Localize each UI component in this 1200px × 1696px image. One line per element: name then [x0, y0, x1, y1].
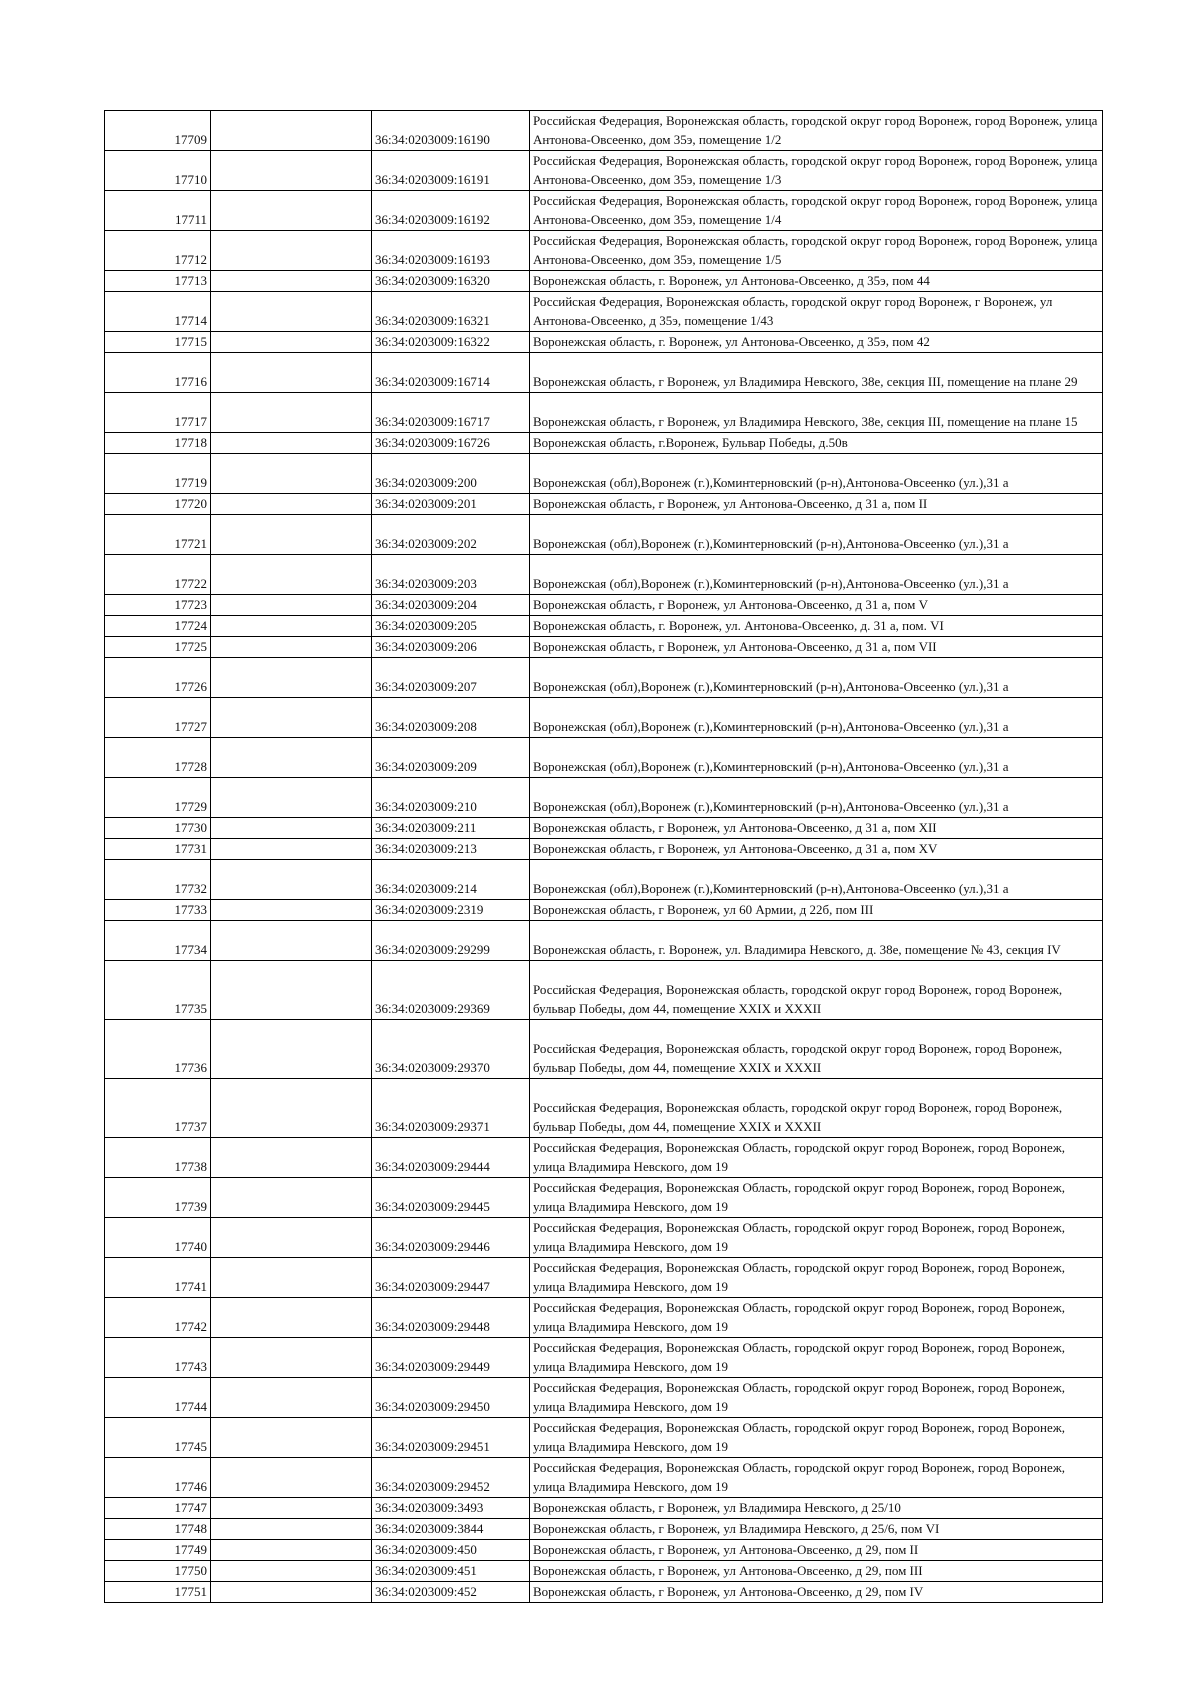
empty-cell	[211, 494, 372, 515]
row-number-cell: 17709	[105, 111, 211, 151]
cadastral-number-cell: 36:34:0203009:29299	[372, 921, 530, 961]
table-row	[105, 271, 1103, 292]
row-number-cell: 17743	[105, 1338, 211, 1378]
empty-cell	[211, 1498, 372, 1519]
row-number-cell: 17725	[105, 637, 211, 658]
row-number-cell: 17739	[105, 1178, 211, 1218]
table-row	[105, 900, 1103, 921]
row-number-cell: 17742	[105, 1298, 211, 1338]
cadastral-number-cell: 36:34:0203009:3493	[372, 1498, 530, 1519]
cadastral-number-cell: 36:34:0203009:16190	[372, 111, 530, 151]
cadastral-number-cell: 36:34:0203009:29452	[372, 1458, 530, 1498]
address-cell: Российская Федерация, Воронежская Область, городской округ город Воронеж, город Воронеж, улица Владимира Невского, дом 19	[530, 1178, 1103, 1218]
table-row	[105, 1378, 1103, 1418]
empty-cell	[211, 332, 372, 353]
cadastral-number-cell: 36:34:0203009:211	[372, 818, 530, 839]
address-cell: Воронежская область, г. Воронеж, ул. Владимира Невского, д. 38е, помещение № 43, секция IV	[530, 921, 1103, 961]
address-cell: Воронежская (обл),Воронеж (г.),Коминтерновский (р-н),Антонова-Овсеенко (ул.),31 а	[530, 515, 1103, 555]
table-row	[105, 494, 1103, 515]
empty-cell	[211, 353, 372, 393]
address-cell: Воронежская область, г Воронеж, ул Антонова-Овсеенко, д 29, пом II	[530, 1540, 1103, 1561]
empty-cell	[211, 1298, 372, 1338]
row-number-cell: 17731	[105, 839, 211, 860]
cadastral-number-cell: 36:34:0203009:210	[372, 778, 530, 818]
row-number-cell: 17729	[105, 778, 211, 818]
registry-table	[104, 110, 1103, 1603]
cadastral-number-cell: 36:34:0203009:202	[372, 515, 530, 555]
table-row	[105, 515, 1103, 555]
cadastral-number-cell: 36:34:0203009:2319	[372, 900, 530, 921]
address-cell: Российская Федерация, Воронежская область, городской округ город Воронеж, город Воронеж, улица Антонова-Овсеенко, дом 35э, помещение 1/3	[530, 151, 1103, 191]
empty-cell	[211, 637, 372, 658]
empty-cell	[211, 698, 372, 738]
address-cell: Российская Федерация, Воронежская область, городской округ город Воронеж, город Воронеж, бульвар Победы, дом 44, помещение XXIX и XXXII	[530, 961, 1103, 1020]
table-row	[105, 860, 1103, 900]
address-cell: Российская Федерация, Воронежская область, городской округ город Воронеж, город Воронеж, бульвар Победы, дом 44, помещение XXIX и XXXII	[530, 1079, 1103, 1138]
cadastral-number-cell: 36:34:0203009:16191	[372, 151, 530, 191]
table-row	[105, 111, 1103, 151]
address-cell: Российская Федерация, Воронежская Область, городской округ город Воронеж, город Воронеж, улица Владимира Невского, дом 19	[530, 1338, 1103, 1378]
table-row	[105, 332, 1103, 353]
address-cell: Воронежская (обл),Воронеж (г.),Коминтерновский (р-н),Антонова-Овсеенко (ул.),31 а	[530, 778, 1103, 818]
row-number-cell: 17746	[105, 1458, 211, 1498]
row-number-cell: 17721	[105, 515, 211, 555]
row-number-cell: 17722	[105, 555, 211, 595]
cadastral-number-cell: 36:34:0203009:204	[372, 595, 530, 616]
empty-cell	[211, 151, 372, 191]
address-cell: Воронежская область, г. Воронеж, ул Антонова-Овсеенко, д 35э, пом 44	[530, 271, 1103, 292]
cadastral-number-cell: 36:34:0203009:451	[372, 1561, 530, 1582]
cadastral-number-cell: 36:34:0203009:207	[372, 658, 530, 698]
row-number-cell: 17713	[105, 271, 211, 292]
empty-cell	[211, 393, 372, 433]
address-cell: Воронежская (обл),Воронеж (г.),Коминтерновский (р-н),Антонова-Овсеенко (ул.),31 а	[530, 738, 1103, 778]
table-row	[105, 698, 1103, 738]
row-number-cell: 17726	[105, 658, 211, 698]
cadastral-number-cell: 36:34:0203009:213	[372, 839, 530, 860]
empty-cell	[211, 1020, 372, 1079]
empty-cell	[211, 515, 372, 555]
table-row	[105, 818, 1103, 839]
empty-cell	[211, 292, 372, 332]
address-cell: Российская Федерация, Воронежская область, городской округ город Воронеж, город Воронеж, бульвар Победы, дом 44, помещение XXIX и XXXII	[530, 1020, 1103, 1079]
empty-cell	[211, 921, 372, 961]
cadastral-number-cell: 36:34:0203009:29369	[372, 961, 530, 1020]
cadastral-number-cell: 36:34:0203009:16192	[372, 191, 530, 231]
table-row	[105, 231, 1103, 271]
cadastral-number-cell: 36:34:0203009:209	[372, 738, 530, 778]
cadastral-number-cell: 36:34:0203009:3844	[372, 1519, 530, 1540]
address-cell: Воронежская область, г Воронеж, ул 60 Армии, д 22б, пом III	[530, 900, 1103, 921]
address-cell: Российская Федерация, Воронежская область, городской округ город Воронеж, г Воронеж, ул Антонова-Овсеенко, д 35э, помещение 1/43	[530, 292, 1103, 332]
cadastral-number-cell: 36:34:0203009:208	[372, 698, 530, 738]
empty-cell	[211, 271, 372, 292]
empty-cell	[211, 778, 372, 818]
empty-cell	[211, 1519, 372, 1540]
row-number-cell: 17724	[105, 616, 211, 637]
table-row	[105, 595, 1103, 616]
empty-cell	[211, 191, 372, 231]
empty-cell	[211, 1458, 372, 1498]
cadastral-number-cell: 36:34:0203009:16726	[372, 433, 530, 454]
address-cell: Воронежская область, г Воронеж, ул Владимира Невского, д 25/6, пом VI	[530, 1519, 1103, 1540]
cadastral-number-cell: 36:34:0203009:16322	[372, 332, 530, 353]
empty-cell	[211, 860, 372, 900]
address-cell: Воронежская область, г Воронеж, ул Антонова-Овсеенко, д 31 а, пом XV	[530, 839, 1103, 860]
table-row	[105, 1020, 1103, 1079]
cadastral-number-cell: 36:34:0203009:29450	[372, 1378, 530, 1418]
address-cell: Российская Федерация, Воронежская Область, городской округ город Воронеж, город Воронеж, улица Владимира Невского, дом 19	[530, 1298, 1103, 1338]
cadastral-number-cell: 36:34:0203009:450	[372, 1540, 530, 1561]
table-row	[105, 1418, 1103, 1458]
address-cell: Воронежская область, г. Воронеж, ул. Антонова-Овсеенко, д. 31 а, пом. VI	[530, 616, 1103, 637]
row-number-cell: 17734	[105, 921, 211, 961]
row-number-cell: 17736	[105, 1020, 211, 1079]
row-number-cell: 17745	[105, 1418, 211, 1458]
address-cell: Воронежская (обл),Воронеж (г.),Коминтерновский (р-н),Антонова-Овсеенко (ул.),31 а	[530, 454, 1103, 494]
address-cell: Российская Федерация, Воронежская область, городской округ город Воронеж, город Воронеж, улица Антонова-Овсеенко, дом 35э, помещение 1/5	[530, 231, 1103, 271]
cadastral-number-cell: 36:34:0203009:29371	[372, 1079, 530, 1138]
address-cell: Воронежская область, г Воронеж, ул Антонова-Овсеенко, д 31 а, пом V	[530, 595, 1103, 616]
table-row	[105, 1519, 1103, 1540]
empty-cell	[211, 658, 372, 698]
empty-cell	[211, 1561, 372, 1582]
address-cell: Российская Федерация, Воронежская Область, городской округ город Воронеж, город Воронеж, улица Владимира Невского, дом 19	[530, 1378, 1103, 1418]
address-cell: Воронежская область, г Воронеж, ул Антонова-Овсеенко, д 31 а, пом VII	[530, 637, 1103, 658]
cadastral-number-cell: 36:34:0203009:201	[372, 494, 530, 515]
empty-cell	[211, 616, 372, 637]
table-row	[105, 921, 1103, 961]
empty-cell	[211, 1338, 372, 1378]
row-number-cell: 17716	[105, 353, 211, 393]
table-row	[105, 658, 1103, 698]
empty-cell	[211, 961, 372, 1020]
address-cell: Воронежская область, г. Воронеж, ул Антонова-Овсеенко, д 35э, пом 42	[530, 332, 1103, 353]
table-row	[105, 1218, 1103, 1258]
empty-cell	[211, 111, 372, 151]
empty-cell	[211, 1258, 372, 1298]
address-cell: Воронежская область, г Воронеж, ул Владимира Невского, 38е, секция III, помещение на плане 29	[530, 353, 1103, 393]
cadastral-number-cell: 36:34:0203009:203	[372, 555, 530, 595]
table-row	[105, 1458, 1103, 1498]
empty-cell	[211, 1540, 372, 1561]
registry-table-body	[105, 111, 1103, 1603]
table-row	[105, 292, 1103, 332]
table-row	[105, 616, 1103, 637]
table-row	[105, 1298, 1103, 1338]
row-number-cell: 17741	[105, 1258, 211, 1298]
cadastral-number-cell: 36:34:0203009:29449	[372, 1338, 530, 1378]
empty-cell	[211, 839, 372, 860]
table-row	[105, 637, 1103, 658]
table-row	[105, 778, 1103, 818]
cadastral-number-cell: 36:34:0203009:29451	[372, 1418, 530, 1458]
cadastral-number-cell: 36:34:0203009:200	[372, 454, 530, 494]
table-row	[105, 1498, 1103, 1519]
row-number-cell: 17711	[105, 191, 211, 231]
address-cell: Российская Федерация, Воронежская Область, городской округ город Воронеж, город Воронеж, улица Владимира Невского, дом 19	[530, 1218, 1103, 1258]
table-row	[105, 1079, 1103, 1138]
address-cell: Российская Федерация, Воронежская область, городской округ город Воронеж, город Воронеж, улица Антонова-Овсеенко, дом 35э, помещение 1/2	[530, 111, 1103, 151]
empty-cell	[211, 1582, 372, 1603]
table-row	[105, 353, 1103, 393]
cadastral-number-cell: 36:34:0203009:452	[372, 1582, 530, 1603]
cadastral-number-cell: 36:34:0203009:29444	[372, 1138, 530, 1178]
row-number-cell: 17747	[105, 1498, 211, 1519]
empty-cell	[211, 900, 372, 921]
row-number-cell: 17728	[105, 738, 211, 778]
row-number-cell: 17710	[105, 151, 211, 191]
row-number-cell: 17740	[105, 1218, 211, 1258]
row-number-cell: 17750	[105, 1561, 211, 1582]
empty-cell	[211, 555, 372, 595]
row-number-cell: 17738	[105, 1138, 211, 1178]
table-row	[105, 1258, 1103, 1298]
empty-cell	[211, 1138, 372, 1178]
table-row	[105, 1582, 1103, 1603]
table-row	[105, 839, 1103, 860]
table-row	[105, 433, 1103, 454]
table-row	[105, 191, 1103, 231]
address-cell: Воронежская область, г Воронеж, ул Антонова-Овсеенко, д 29, пом III	[530, 1561, 1103, 1582]
empty-cell	[211, 1218, 372, 1258]
cadastral-number-cell: 36:34:0203009:29370	[372, 1020, 530, 1079]
row-number-cell: 17712	[105, 231, 211, 271]
address-cell: Воронежская область, г.Воронеж, Бульвар Победы, д.50в	[530, 433, 1103, 454]
cadastral-number-cell: 36:34:0203009:29446	[372, 1218, 530, 1258]
row-number-cell: 17714	[105, 292, 211, 332]
empty-cell	[211, 454, 372, 494]
empty-cell	[211, 1378, 372, 1418]
table-row	[105, 1561, 1103, 1582]
row-number-cell: 17719	[105, 454, 211, 494]
table-row	[105, 454, 1103, 494]
table-row	[105, 1338, 1103, 1378]
table-row	[105, 151, 1103, 191]
empty-cell	[211, 818, 372, 839]
address-cell: Воронежская область, г Воронеж, ул Антонова-Овсеенко, д 31 а, пом II	[530, 494, 1103, 515]
address-cell: Воронежская область, г Воронеж, ул Антонова-Овсеенко, д 29, пом IV	[530, 1582, 1103, 1603]
row-number-cell: 17715	[105, 332, 211, 353]
table-row	[105, 393, 1103, 433]
address-cell: Воронежская (обл),Воронеж (г.),Коминтерновский (р-н),Антонова-Овсеенко (ул.),31 а	[530, 658, 1103, 698]
row-number-cell: 17720	[105, 494, 211, 515]
address-cell: Воронежская (обл),Воронеж (г.),Коминтерновский (р-н),Антонова-Овсеенко (ул.),31 а	[530, 860, 1103, 900]
cadastral-number-cell: 36:34:0203009:205	[372, 616, 530, 637]
table-row	[105, 1540, 1103, 1561]
cadastral-number-cell: 36:34:0203009:16321	[372, 292, 530, 332]
empty-cell	[211, 1418, 372, 1458]
row-number-cell: 17717	[105, 393, 211, 433]
table-row	[105, 555, 1103, 595]
address-cell: Российская Федерация, Воронежская область, городской округ город Воронеж, город Воронеж, улица Антонова-Овсеенко, дом 35э, помещение 1/4	[530, 191, 1103, 231]
cadastral-number-cell: 36:34:0203009:214	[372, 860, 530, 900]
empty-cell	[211, 595, 372, 616]
empty-cell	[211, 433, 372, 454]
cadastral-number-cell: 36:34:0203009:16193	[372, 231, 530, 271]
row-number-cell: 17735	[105, 961, 211, 1020]
row-number-cell: 17732	[105, 860, 211, 900]
table-row	[105, 1178, 1103, 1218]
cadastral-number-cell: 36:34:0203009:16717	[372, 393, 530, 433]
table-row	[105, 1138, 1103, 1178]
cadastral-number-cell: 36:34:0203009:29448	[372, 1298, 530, 1338]
row-number-cell: 17727	[105, 698, 211, 738]
row-number-cell: 17744	[105, 1378, 211, 1418]
cadastral-number-cell: 36:34:0203009:206	[372, 637, 530, 658]
address-cell: Воронежская область, г Воронеж, ул Владимира Невского, 38е, секция III, помещение на плане 15	[530, 393, 1103, 433]
row-number-cell: 17718	[105, 433, 211, 454]
empty-cell	[211, 1079, 372, 1138]
row-number-cell: 17730	[105, 818, 211, 839]
row-number-cell: 17737	[105, 1079, 211, 1138]
table-row	[105, 961, 1103, 1020]
address-cell: Российская Федерация, Воронежская Область, городской округ город Воронеж, город Воронеж, улица Владимира Невского, дом 19	[530, 1458, 1103, 1498]
empty-cell	[211, 231, 372, 271]
empty-cell	[211, 738, 372, 778]
address-cell: Российская Федерация, Воронежская Область, городской округ город Воронеж, город Воронеж, улица Владимира Невского, дом 19	[530, 1138, 1103, 1178]
cadastral-number-cell: 36:34:0203009:29445	[372, 1178, 530, 1218]
address-cell: Воронежская (обл),Воронеж (г.),Коминтерновский (р-н),Антонова-Овсеенко (ул.),31 а	[530, 698, 1103, 738]
address-cell: Российская Федерация, Воронежская Область, городской округ город Воронеж, город Воронеж, улица Владимира Невского, дом 19	[530, 1418, 1103, 1458]
address-cell: Воронежская область, г Воронеж, ул Антонова-Овсеенко, д 31 а, пом XII	[530, 818, 1103, 839]
row-number-cell: 17751	[105, 1582, 211, 1603]
row-number-cell: 17749	[105, 1540, 211, 1561]
row-number-cell: 17733	[105, 900, 211, 921]
cadastral-number-cell: 36:34:0203009:16714	[372, 353, 530, 393]
cadastral-number-cell: 36:34:0203009:16320	[372, 271, 530, 292]
empty-cell	[211, 1178, 372, 1218]
row-number-cell: 17723	[105, 595, 211, 616]
address-cell: Воронежская область, г Воронеж, ул Владимира Невского, д 25/10	[530, 1498, 1103, 1519]
address-cell: Воронежская (обл),Воронеж (г.),Коминтерновский (р-н),Антонова-Овсеенко (ул.),31 а	[530, 555, 1103, 595]
table-row	[105, 738, 1103, 778]
row-number-cell: 17748	[105, 1519, 211, 1540]
cadastral-number-cell: 36:34:0203009:29447	[372, 1258, 530, 1298]
address-cell: Российская Федерация, Воронежская Область, городской округ город Воронеж, город Воронеж, улица Владимира Невского, дом 19	[530, 1258, 1103, 1298]
